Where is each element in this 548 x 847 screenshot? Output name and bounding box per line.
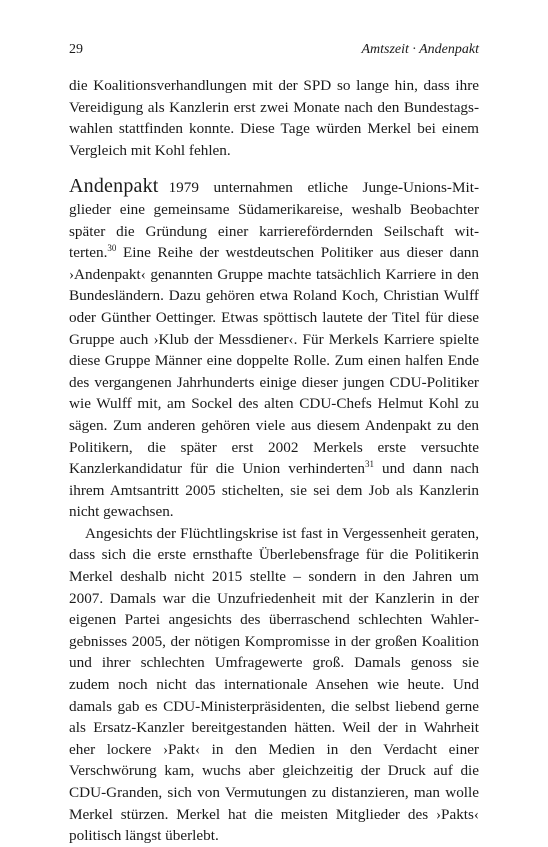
footnote-marker: 30 xyxy=(107,243,117,254)
page-header xyxy=(69,42,479,58)
paragraph-fluechtlingskrise: Angesichts der Flüchtlingskrise ist fast in Vergessenheit geraten, dass sich die erste ernsthafte Überlebensfrage für die Politikerin Merkel deshalb nicht 2015 stellte – sondern in den Jahren um 2007. Damals war die Unzufriedenheit mit der Kanzlerin in der eigenen Partei angesichts des überraschend schlechten Wahlergebnisses 2005, der nötigen Kompromisse in der großen Koalition und ihrer schlechten Umfragewerte groß. Damals genoss sie zudem noch nicht das internationale Ansehen wie heute. Und damals gab es CDU-Ministerpräsidenten, die selbst liebend gerne als Ersatz-Kanzler bereitgestanden hätten. Weil der in Wahrheit eher lockere ›Pakt‹ in den Medien in den Verdacht einer Verschwörung kam, wuchs aber gleichzeitig der Druck auf die CDU-Granden, sich von Vermutungen zu distanzieren, man wolle Merkel stürzen. Merkel hat die meisten Mitglieder des ›Pakts‹ politisch längst überlebt. xyxy=(69,524,479,845)
running-title: Amtszeit · Andenpakt xyxy=(361,42,479,57)
page-number: 29 xyxy=(69,42,83,57)
paragraph-continued: die Koalitionsverhandlungen mit der SPD so lange hin, dass ihre Vereidigung als Kanzlerin erst zwei Monate nach den Bundestagswahlen stattfinden konnte. Diese Tage würden Merkel bei einem Vergleich mit Kohl fehlen. xyxy=(69,77,479,159)
footnote-marker: 31 xyxy=(365,459,374,470)
paragraph-text: 1979 unternahmen etliche Junge-Unions-Mitglieder eine gemeinsame Südamerikareise, weshalb Beobachter später die Gründung einer karrierefördernden Seilschaft witterten. xyxy=(69,179,479,262)
page-body xyxy=(69,75,479,847)
paragraph-text: Eine Reihe der westdeutschen Politiker aus dieser dann ›Andenpakt‹ genannten Gruppe machte tatsächlich Karriere in den Bundesländern. Dazu gehören etwa Roland Koch, Christian Wulff oder Günther Oettinger. Etwas spöttisch lautete der Titel für diese Gruppe auch ›Klub der Messdiener‹. Für Merkels Karriere spielte diese Gruppe Männer eine doppelte Rolle. Zum einen halfen Ende des vergangenen Jahrhunderts einige dieser jungen CDU-Politiker wie Wulff mit, am Sockel des alten CDU-Chefs Helmut Kohl zu sägen. Zum anderen gehören viele aus diesem Andenpakt zu den Politikern, die später erst 2002 Merkels erste versuchte Kanzlerkandidatur für die Union verhinderten xyxy=(69,244,479,478)
paragraph-text: und dann nach ihrem Amtsantritt 2005 stichelten, sie sei dem Job als Kanzlerin nicht gewachsen. xyxy=(69,460,479,521)
paragraph-andenpakt xyxy=(69,176,479,523)
section-keyword: Andenpakt xyxy=(69,175,159,198)
